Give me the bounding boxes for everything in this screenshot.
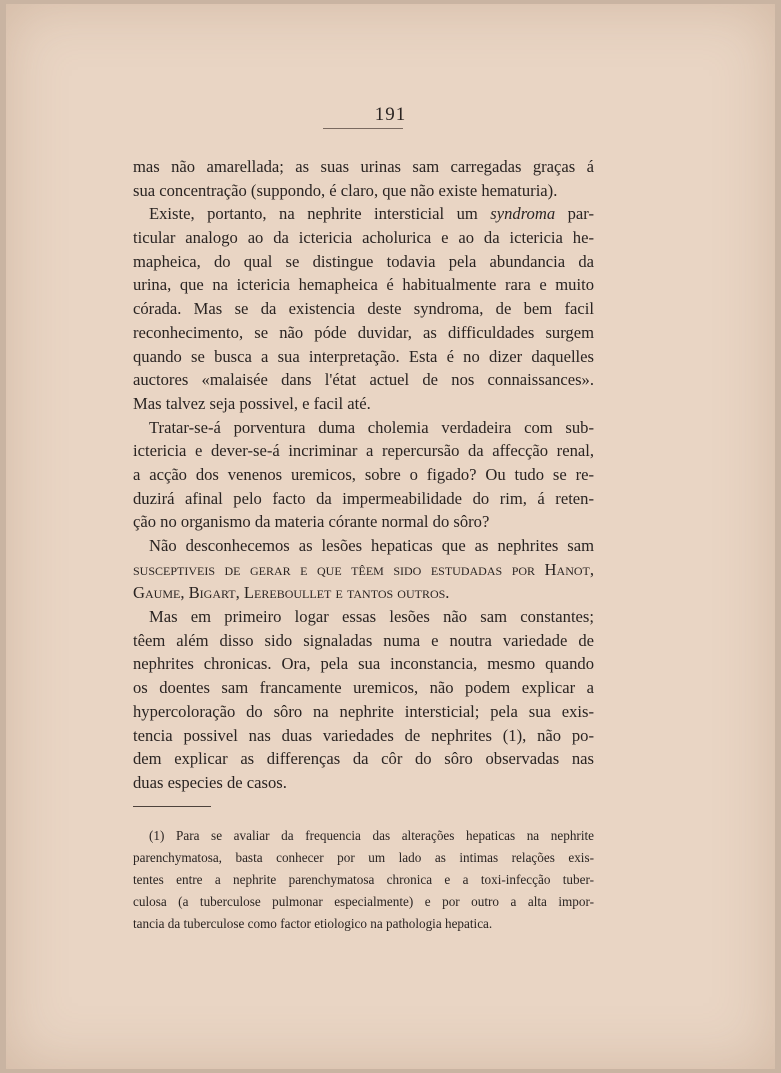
body-text: [133, 155, 594, 795]
text-line: Não desconhecemos as lesões hepaticas que as nephrites sam: [149, 536, 594, 555]
text-line: duzirá afinal pelo facto da impermeabilidade do rim, á reten-: [133, 488, 594, 508]
text-line: Mas talvez seja possivel, e facil até.: [133, 393, 371, 413]
text-line: reconhecimento, se não póde duvidar, as difficuldades surgem: [133, 322, 594, 342]
footnote-line: tentes entre a nephrite parenchymatosa chronica e a toxi-infecção tuber-: [133, 872, 594, 887]
text-line: urina, que na ictericia hemapheica é habitualmente rara e muito: [133, 275, 594, 295]
text-line: têem além disso sido signaladas numa e noutra variedade de: [133, 630, 594, 650]
footnote-line: tancia da tuberculose como factor etiologico na pathologia hepatica.: [133, 916, 493, 931]
footnote: [133, 825, 594, 935]
text-line: Existe, portanto, na nephrite intersticial um syndroma par-: [149, 204, 595, 224]
text-line: susceptiveis de gerar e que têem sido estudadas por Hanot,: [133, 559, 594, 579]
text-line: os doentes sam francamente uremicos, não podem explicar a: [133, 678, 594, 698]
text-line: duas especies de casos.: [133, 772, 287, 792]
text-line: Gaume, Bigart, Lereboullet e tantos outros.: [133, 583, 450, 603]
text-line: auctores «malaisée dans l'état actuel de nos connaissances».: [133, 370, 594, 390]
footnote-line: (1) Para se avaliar da frequencia das alterações hepaticas na nephrite: [149, 828, 594, 843]
footnote-line: parenchymatosa, basta conhecer por um lado as intimas relações exis-: [133, 850, 594, 865]
page-number-rule: [323, 128, 403, 129]
text-line: hypercoloração do sôro na nephrite intersticial; pela sua exis-: [133, 701, 594, 721]
text-line: a acção dos venenos uremicos, sobre o figado? Ou tudo se re-: [133, 464, 594, 484]
text-line: quando se busca a sua interpretação. Esta é no dizer daquelles: [133, 346, 594, 366]
text-line: sua concentração (suppondo, é claro, que não existe hematuria).: [133, 180, 558, 200]
page-number: 191: [374, 104, 407, 125]
text-line: ticular analogo ao da ictericia acholurica e ao da ictericia he-: [133, 228, 594, 248]
text-line: dem explicar as differenças da côr do sôro observadas nas: [133, 749, 594, 769]
footnote-line: culosa (a tuberculose pulmonar especialmente) e por outro a alta impor-: [133, 894, 594, 909]
text-line: nephrites chronicas. Ora, pela sua inconstancia, mesmo quando: [133, 654, 594, 674]
text-line: Mas em primeiro logar essas lesões não sam constantes;: [149, 607, 594, 627]
text-line: ictericia e dever-se-á incriminar a repercursão da affecção renal,: [133, 441, 594, 461]
italic-term: syndroma: [490, 204, 556, 224]
text-line: mapheica, do qual se distingue todavia pela abundancia da: [133, 251, 594, 271]
text-line: córada. Mas se da existencia deste syndroma, de bem facil: [133, 299, 594, 319]
text-line: Tratar-se-á porventura duma cholemia verdadeira com sub-: [149, 417, 594, 437]
text-line: ção no organismo da materia córante normal do sôro?: [133, 512, 490, 532]
text-line: tencia possivel nas duas variedades de nephrites (1), não po-: [133, 725, 594, 745]
text-line: mas não amarellada; as suas urinas sam carregadas graças á: [133, 157, 594, 176]
footnote-rule: [133, 806, 211, 807]
